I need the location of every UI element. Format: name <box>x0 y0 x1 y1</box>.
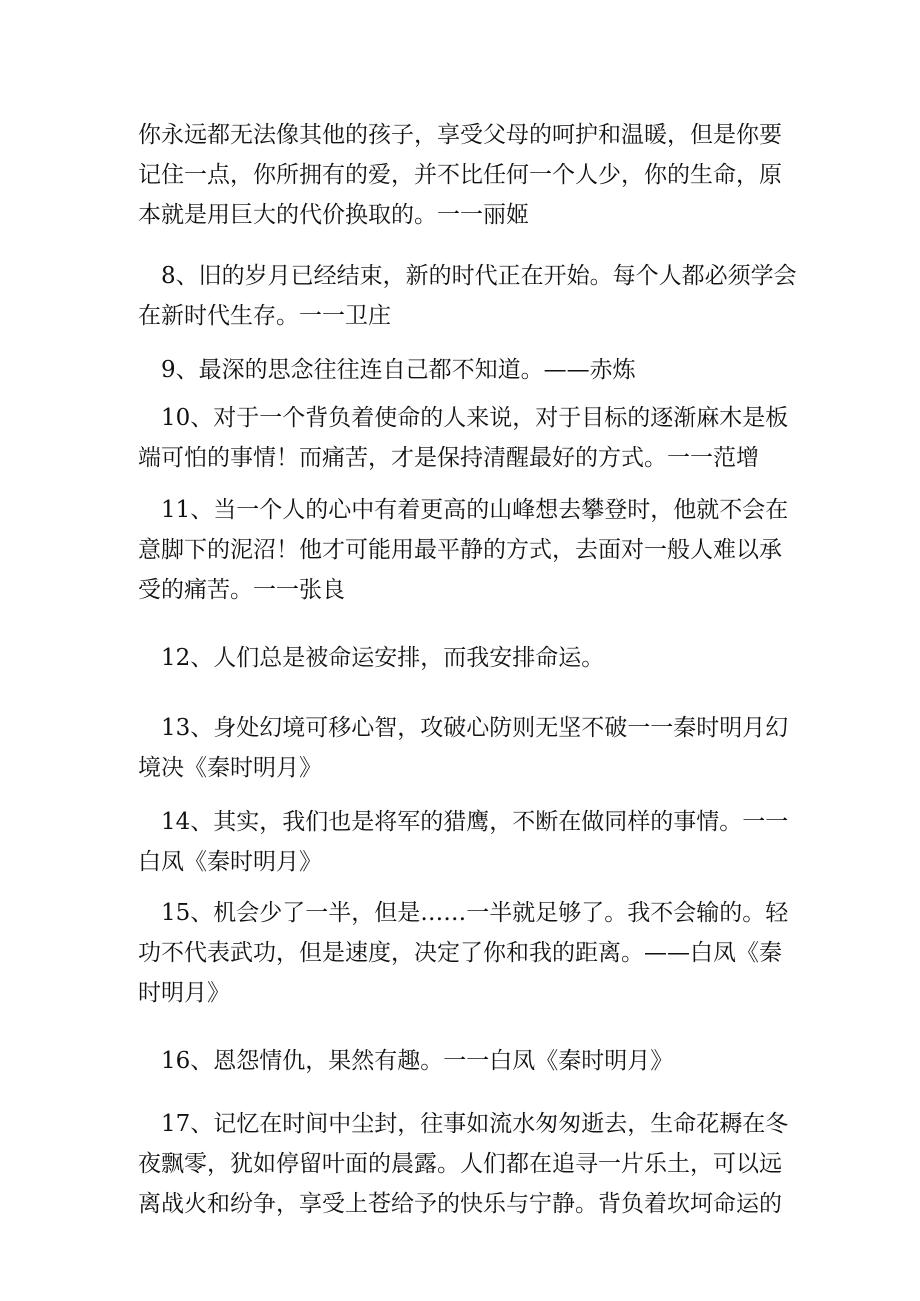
text-line: 12、人们总是被命运安排，而我安排命运。 <box>161 645 605 671</box>
text-line: 夜飘零，犹如停留叶面的晨露。人们都在追寻一片乐土，可以远 <box>138 1151 782 1177</box>
text-line: 端可怕的事情！而痛苦，才是保持清醒最好的方式。一一范增 <box>138 445 759 471</box>
text-line: 14、其实，我们也是将军的猎鹰，不断在做同样的事情。一一 <box>161 809 789 835</box>
paragraph-quote-8 <box>138 256 798 336</box>
text-line: 记住一点，你所拥有的爱，并不比任何一个人少，你的生命，原 <box>138 162 782 188</box>
paragraph-quote-9 <box>138 350 798 390</box>
paragraph-quote-16 <box>138 1041 798 1081</box>
paragraph-quote-11 <box>138 490 798 610</box>
paragraph-quote-17 <box>138 1104 798 1224</box>
text-line: 意脚下的泥沼！他才可能用最平静的方式，去面对一般人难以承 <box>138 537 782 563</box>
text-line: 在新时代生存。一一卫庄 <box>138 303 391 329</box>
text-line: 时明月》 <box>138 980 230 1006</box>
paragraph-quote-14 <box>138 802 798 882</box>
text-line: 17、记忆在时间中尘封，往事如流水匆匆逝去，生命花耨在冬 <box>161 1111 789 1137</box>
text-line: 境决《秦时明月》 <box>138 755 322 781</box>
paragraph-quote-13 <box>138 708 798 788</box>
text-line: 10、对于一个背负着使命的人来说，对于目标的逐渐麻木是板 <box>161 405 789 431</box>
text-line: 15、机会少了一半，但是……一半就足够了。我不会输的。轻 <box>161 900 789 926</box>
paragraph-quote-12 <box>138 638 798 678</box>
paragraph-quote-10 <box>138 398 798 478</box>
text-line: 9、最深的思念往往连自己都不知道。——赤炼 <box>161 357 636 383</box>
text-line: 你永远都无法像其他的孩子，享受父母的呵护和温暖，但是你要 <box>138 122 782 148</box>
text-line: 13、身处幻境可移心智，攻破心防则无坚不破一一秦时明月幻 <box>161 715 789 741</box>
paragraph-quote-liji <box>138 115 798 235</box>
text-line: 白凤《秦时明月》 <box>138 849 322 875</box>
text-line: 8、旧的岁月已经结束，新的时代正在开始。每个人都必须学会 <box>161 263 797 289</box>
text-line: 本就是用巨大的代价换取的。一一丽姬 <box>138 202 529 228</box>
text-line: 16、恩怨情仇，果然有趣。一一白凤《秦时明月》 <box>161 1048 674 1074</box>
text-line: 受的痛苦。一一张良 <box>138 577 345 603</box>
text-line: 功不代表武功，但是速度，决定了你和我的距离。——白凤《秦 <box>138 940 782 966</box>
text-line: 11、当一个人的心中有着更高的山峰想去攀登时，他就不会在 <box>161 497 789 523</box>
text-line: 离战火和纷争，享受上苍给予的快乐与宁静。背负着坎坷命运的 <box>138 1191 782 1217</box>
paragraph-quote-15 <box>138 893 798 1013</box>
